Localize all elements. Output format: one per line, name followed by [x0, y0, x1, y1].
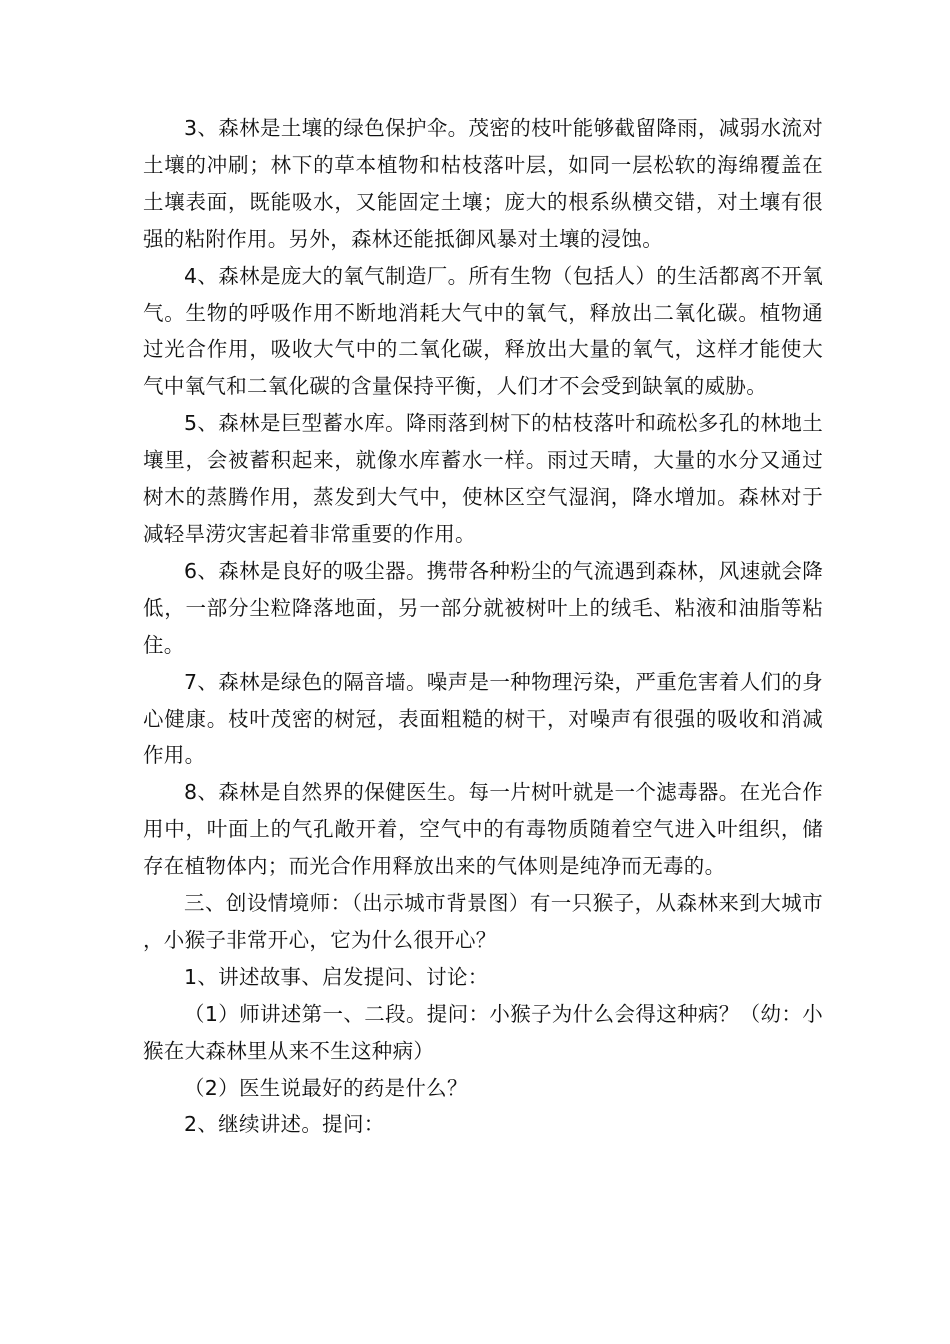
paragraph-step-one: 1、讲述故事、启发提问、讨论： — [184, 964, 489, 989]
paragraph-health-doctor: 8、森林是自然界的保健医生。每一片树叶就是一个滤毒器。在光合作用中，叶面上的气孔敞开着，空气中的有毒物质随着空气进入叶组织，储存在植物体内；而光合作用释放出来的气体则是纯净而无毒的。 — [143, 780, 823, 879]
paragraph-dust-collector: 6、森林是良好的吸尘器。携带各种粉尘的气流遇到森林，风速就会降低，一部分尘粒降落地面，另一部分就被树叶上的绒毛、粘液和油脂等粘住。 — [143, 558, 823, 657]
paragraph-soil-protection: 3、森林是土壤的绿色保护伞。茂密的枝叶能够截留降雨，减弱水流对土壤的冲刷；林下的草本植物和枯枝落叶层，如同一层松软的海绵覆盖在土壤表面，既能吸水，又能固定土壤；庞大的根系纵横交错，对土壤有很强的粘附作用。另外，森林还能抵御风暴对土壤的浸蚀。 — [143, 116, 823, 251]
paragraph-section-three: 三、创设情境师：（出示城市背景图）有一只猴子，从森林来到大城市，小猴子非常开心，它为什么很开心？ — [143, 891, 823, 952]
paragraph-oxygen-factory: 4、森林是庞大的氧气制造厂。所有生物（包括人）的生活都离不开氧气。生物的呼吸作用不断地消耗大气中的氧气，释放出二氧化碳。植物通过光合作用，吸收大气中的二氧化碳，释放出大量的氧气，这样才能使大气中氧气和二氧化碳的含量保持平衡，人们才不会受到缺氧的威胁。 — [143, 263, 823, 399]
paragraph-question-one: （1）师讲述第一、二段。提问：小猴子为什么会得这种病？（幼：小猴在大森林里从来不生这种病） — [143, 1001, 823, 1063]
document-page — [143, 110, 823, 1143]
paragraph-sound-barrier: 7、森林是绿色的隔音墙。噪声是一种物理污染，严重危害着人们的身心健康。枝叶茂密的树冠，表面粗糙的树干，对噪声有很强的吸收和消减作用。 — [143, 669, 823, 768]
paragraph-water-reservoir: 5、森林是巨型蓄水库。降雨落到树下的枯枝落叶和疏松多孔的林地土壤里，会被蓄积起来，就像水库蓄水一样。雨过天晴，大量的水分又通过树木的蒸腾作用，蒸发到大气中，使林区空气湿润，降水增加。森林对于减轻旱涝灾害起着非常重要的作用。 — [143, 411, 823, 546]
paragraph-step-two: 2、继续讲述。提问： — [184, 1112, 385, 1137]
paragraph-question-two: （2）医生说最好的药是什么？ — [184, 1075, 468, 1100]
